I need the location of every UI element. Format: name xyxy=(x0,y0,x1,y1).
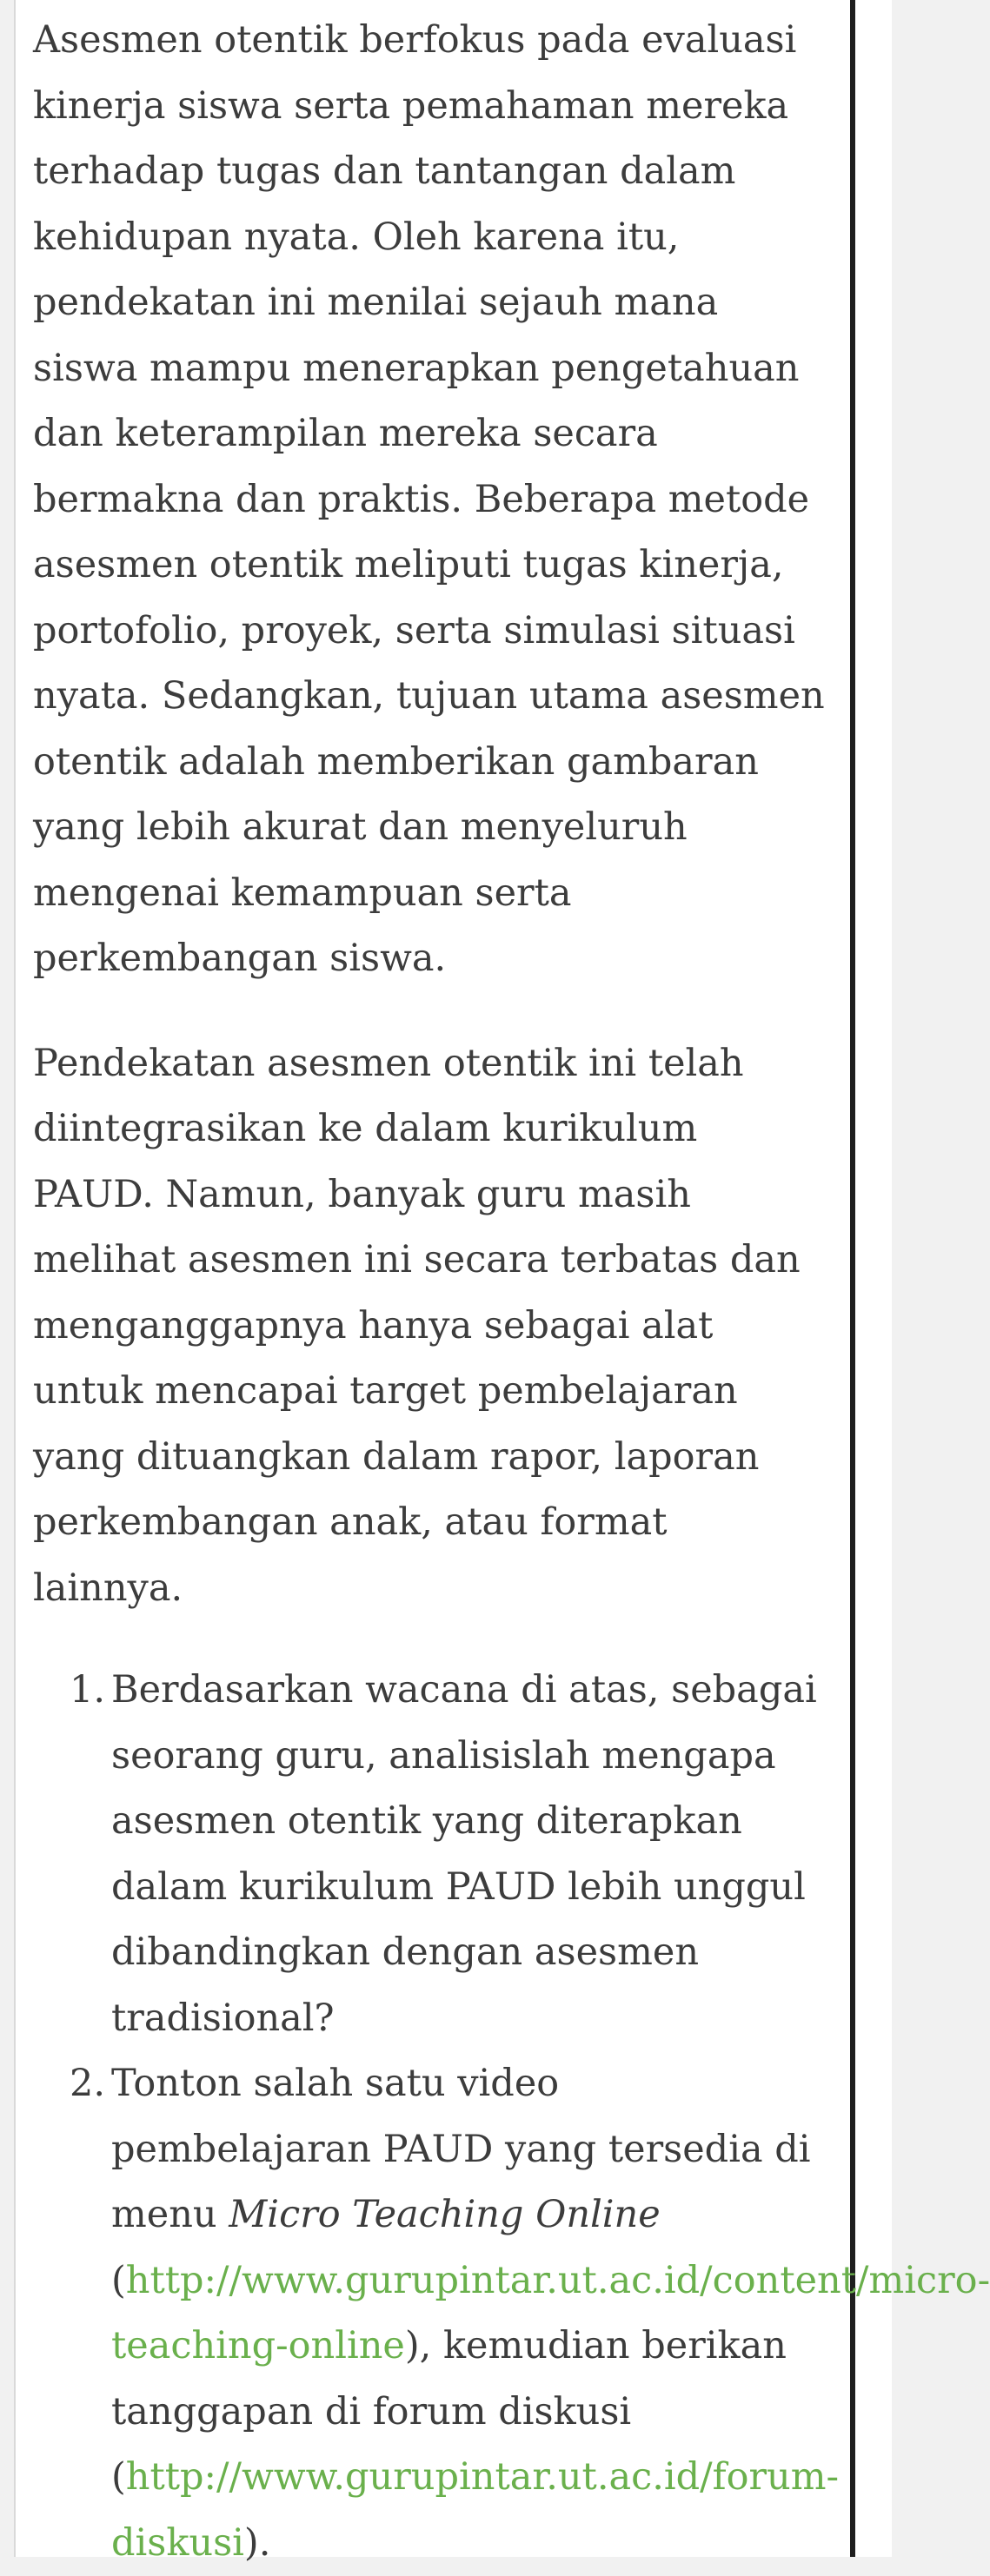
text-line: menganggapnya hanya sebagai alat xyxy=(33,1294,843,1360)
text-line: lainnya. xyxy=(33,1556,843,1622)
text-line xyxy=(111,2248,843,2314)
paragraph-authentic-assessment xyxy=(33,8,843,992)
text-line: perkembangan siswa. xyxy=(33,926,843,992)
text-line: siswa mampu menerapkan pengetahuan xyxy=(33,336,843,402)
link-micro-teaching-online[interactable]: http://www.gurupintar.ut.ac.id/content/micro- xyxy=(126,2259,990,2302)
text-line xyxy=(111,2445,843,2511)
link-micro-teaching-online-cont[interactable]: teaching-online xyxy=(111,2324,405,2367)
text-line: Asesmen otentik berfokus pada evaluasi xyxy=(33,8,843,74)
text-line: tradisional? xyxy=(111,1986,843,2052)
text-line: terhadap tugas dan tantangan dalam xyxy=(33,139,843,205)
text-line: tanggapan di forum diskusi xyxy=(111,2380,843,2446)
text-line xyxy=(111,2314,843,2380)
paragraph-paud-curriculum xyxy=(33,1031,843,1622)
text-line: Berdasarkan wacana di atas, sebagai xyxy=(111,1658,843,1724)
emphasis-micro-teaching-online: Micro Teaching Online xyxy=(229,2193,660,2236)
text-run: ), kemudian berikan xyxy=(405,2324,787,2367)
text-line: Tonton salah satu video xyxy=(111,2051,843,2117)
text-line: melihat asesmen ini secara terbatas dan xyxy=(33,1228,843,1294)
text-line: kehidupan nyata. Oleh karena itu, xyxy=(33,205,843,271)
paren-open: ( xyxy=(111,2259,126,2302)
question-list xyxy=(33,1658,843,2576)
text-run: menu xyxy=(111,2193,229,2236)
text-line: asesmen otentik yang diterapkan xyxy=(111,1789,843,1855)
text-line: yang dituangkan dalam rapor, laporan xyxy=(33,1425,843,1491)
text-line: untuk mencapai target pembelajaran xyxy=(33,1359,843,1425)
text-line: bermakna dan praktis. Beberapa metode xyxy=(33,467,843,533)
text-line xyxy=(111,2511,843,2576)
text-line xyxy=(111,2182,843,2248)
text-line: otentik adalah memberikan gambaran xyxy=(33,730,843,796)
text-line: perkembangan anak, atau format xyxy=(33,1490,843,1556)
question-item-1 xyxy=(33,1658,843,2051)
article-body xyxy=(33,0,843,2576)
link-forum-diskusi[interactable]: http://www.gurupintar.ut.ac.id/forum- xyxy=(126,2455,839,2499)
text-line: mengenai kemampuan serta xyxy=(33,861,843,927)
list-number: 2. xyxy=(70,2051,105,2117)
text-line: pembelajaran PAUD yang tersedia di xyxy=(111,2117,843,2183)
text-line: PAUD. Namun, banyak guru masih xyxy=(33,1162,843,1228)
text-line: dan keterampilan mereka secara xyxy=(33,401,843,467)
text-line: dibandingkan dengan asesmen xyxy=(111,1920,843,1986)
text-line: seorang guru, analisislah mengapa xyxy=(111,1724,843,1790)
list-number: 1. xyxy=(70,1658,105,1724)
text-line: Pendekatan asesmen otentik ini telah xyxy=(33,1031,843,1097)
text-line: yang lebih akurat dan menyeluruh xyxy=(33,795,843,861)
text-line: diintegrasikan ke dalam kurikulum xyxy=(33,1096,843,1162)
text-line: pendekatan ini menilai sejauh mana xyxy=(33,270,843,336)
text-line: asesmen otentik meliputi tugas kinerja, xyxy=(33,533,843,599)
text-run: ). xyxy=(244,2521,270,2565)
text-line: nyata. Sedangkan, tujuan utama asesmen xyxy=(33,664,843,730)
text-line: portofolio, proyek, serta simulasi situasi xyxy=(33,599,843,665)
link-forum-diskusi-cont[interactable]: diskusi xyxy=(111,2521,244,2565)
question-item-2 xyxy=(33,2051,843,2576)
text-line: kinerja siswa serta pemahaman mereka xyxy=(33,74,843,140)
text-line: dalam kurikulum PAUD lebih unggul xyxy=(111,1855,843,1921)
paren-open: ( xyxy=(111,2455,126,2499)
right-gutter xyxy=(855,0,892,2557)
